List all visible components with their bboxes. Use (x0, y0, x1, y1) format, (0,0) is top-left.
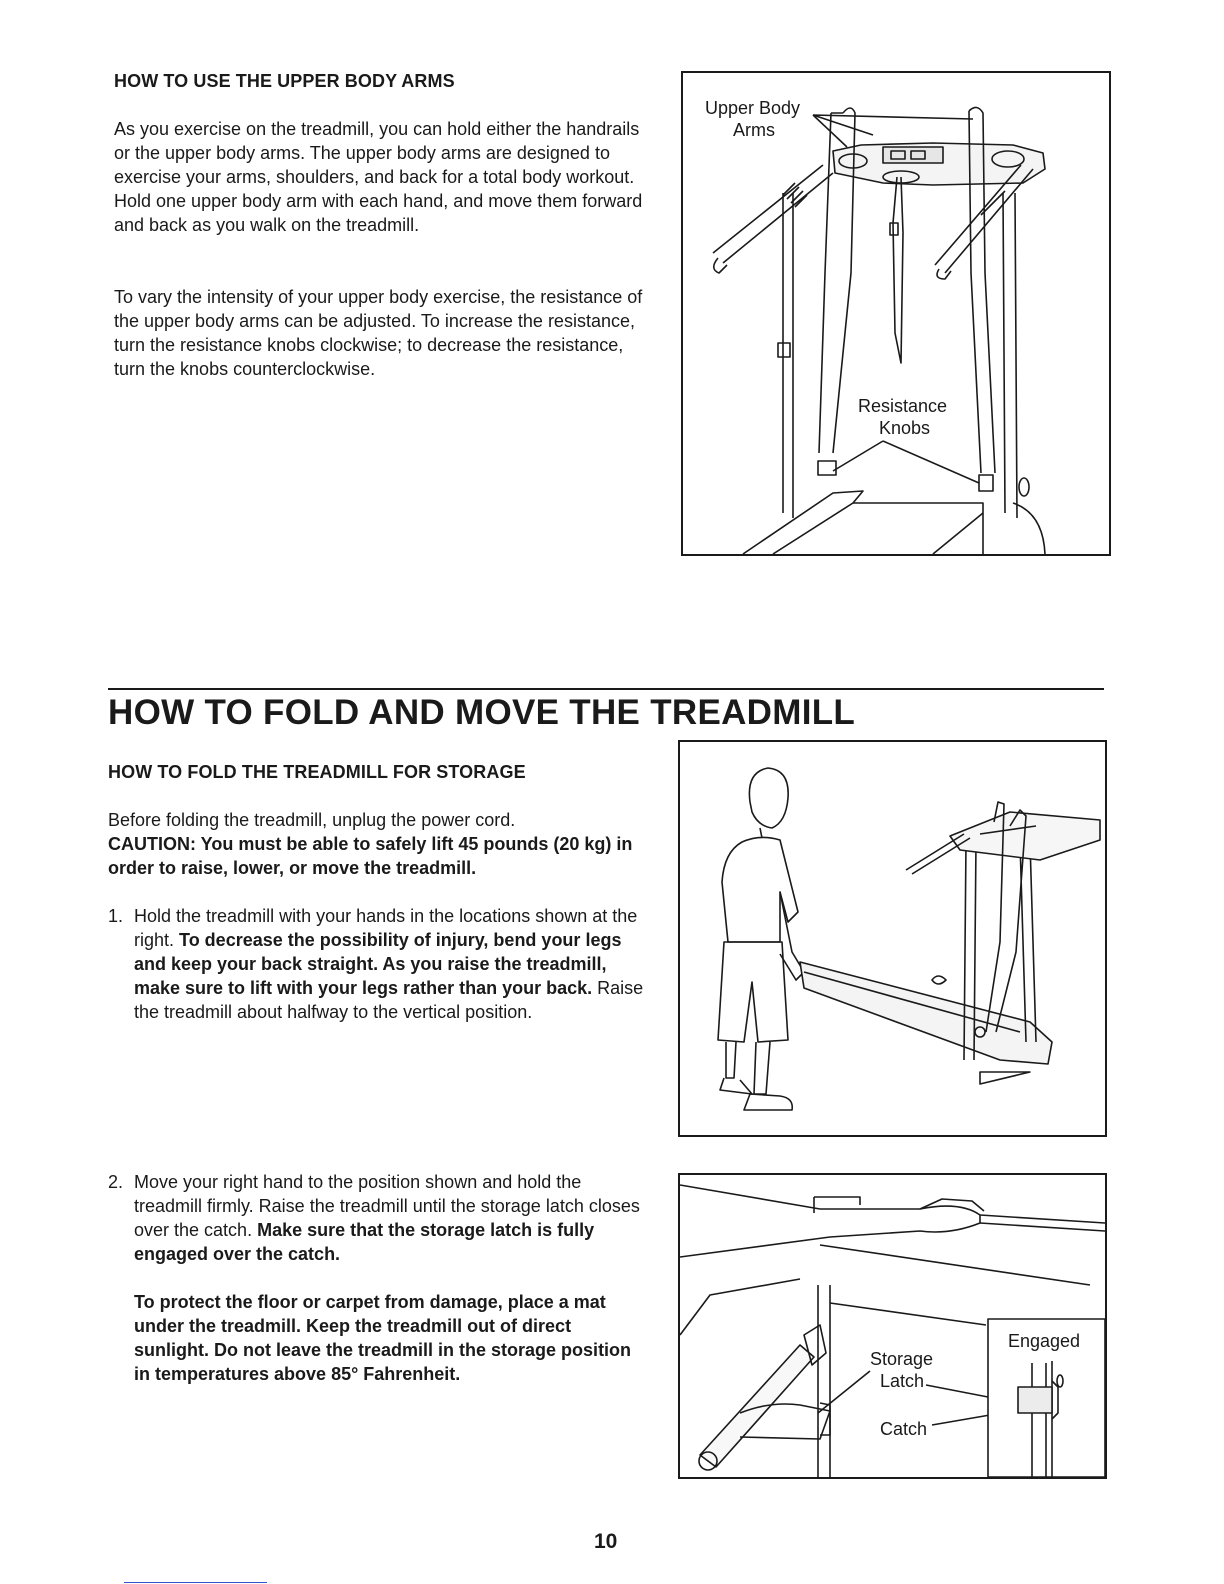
label-storage: Storage (870, 1349, 934, 1369)
label-resistance: Resistance (858, 396, 948, 416)
upper-body-para-2: To vary the intensity of your upper body exercise, the resistance of the upper body arms can be adjusted. To increase the resistance, turn the resistance knobs clockwise; to decrease the resistance, turn the knobs counterclockwise. (114, 287, 643, 379)
step-2-text: Move your right hand to the position shown and hold the treadmill firmly. Raise the treadmill until the storage latch closes over the catch. Make sure that the storage latch is fully engaged over the catch. (134, 1172, 640, 1264)
person-lifting-treadmill-illustration (680, 742, 1105, 1135)
step-1 (108, 904, 648, 1024)
storage-latch-illustration (680, 1175, 1105, 1477)
upper-body-heading: HOW TO USE THE UPPER BODY ARMS (114, 71, 455, 91)
label-catch: Catch (880, 1419, 928, 1439)
step-1-text: Hold the treadmill with your hands in the locations shown at the right. To decrease the possibility of injury, bend your legs and keep your back straight. As you raise the treadmill, make sure to lift with your legs rather than your back. Raise the treadmill about halfway to the vertical position. (134, 906, 644, 1022)
step-2-number: 2. (108, 1172, 124, 1192)
fold-caution: CAUTION: You must be able to safely lift 45 pounds (20 kg) in order to raise, lower, or move the treadmill. (108, 834, 633, 878)
label-engaged: Engaged (1008, 1331, 1081, 1351)
latch-figure (678, 1173, 1107, 1479)
step-2-warning: To protect the floor or carpet from damage, place a mat under the treadmill. Keep the treadmill out of direct sunlight. Do not leave the treadmill in the storage position in temperatures above 85° Fahrenheit. (134, 1292, 632, 1384)
upper-body-arms-figure (681, 71, 1111, 556)
fold-heading: HOW TO FOLD THE TREADMILL FOR STORAGE (108, 762, 526, 782)
step-1-number: 1. (108, 906, 124, 926)
fold-figure (678, 740, 1107, 1137)
page-number: 10 (594, 1530, 618, 1553)
upper-body-para-1: As you exercise on the treadmill, you can hold either the handrails or the upper body arms. The upper body arms are designed to exercise your arms, shoulders, and back for a total body workout. Hold one upper body arm with each hand, and move them forward and back as you walk on the treadmill. (114, 119, 643, 235)
label-latch: Latch (880, 1371, 925, 1391)
footer-line (124, 1582, 267, 1583)
treadmill-console-illustration (683, 73, 1109, 554)
label-arms: Arms (733, 120, 775, 140)
step-2 (108, 1170, 648, 1386)
label-knobs: Knobs (879, 418, 931, 438)
label-upper-body: Upper Body (705, 98, 801, 118)
fold-intro: Before folding the treadmill, unplug the power cord. (108, 810, 516, 830)
section-title: HOW TO FOLD AND MOVE THE TREADMILL (108, 693, 856, 732)
section-rule (108, 688, 1104, 690)
